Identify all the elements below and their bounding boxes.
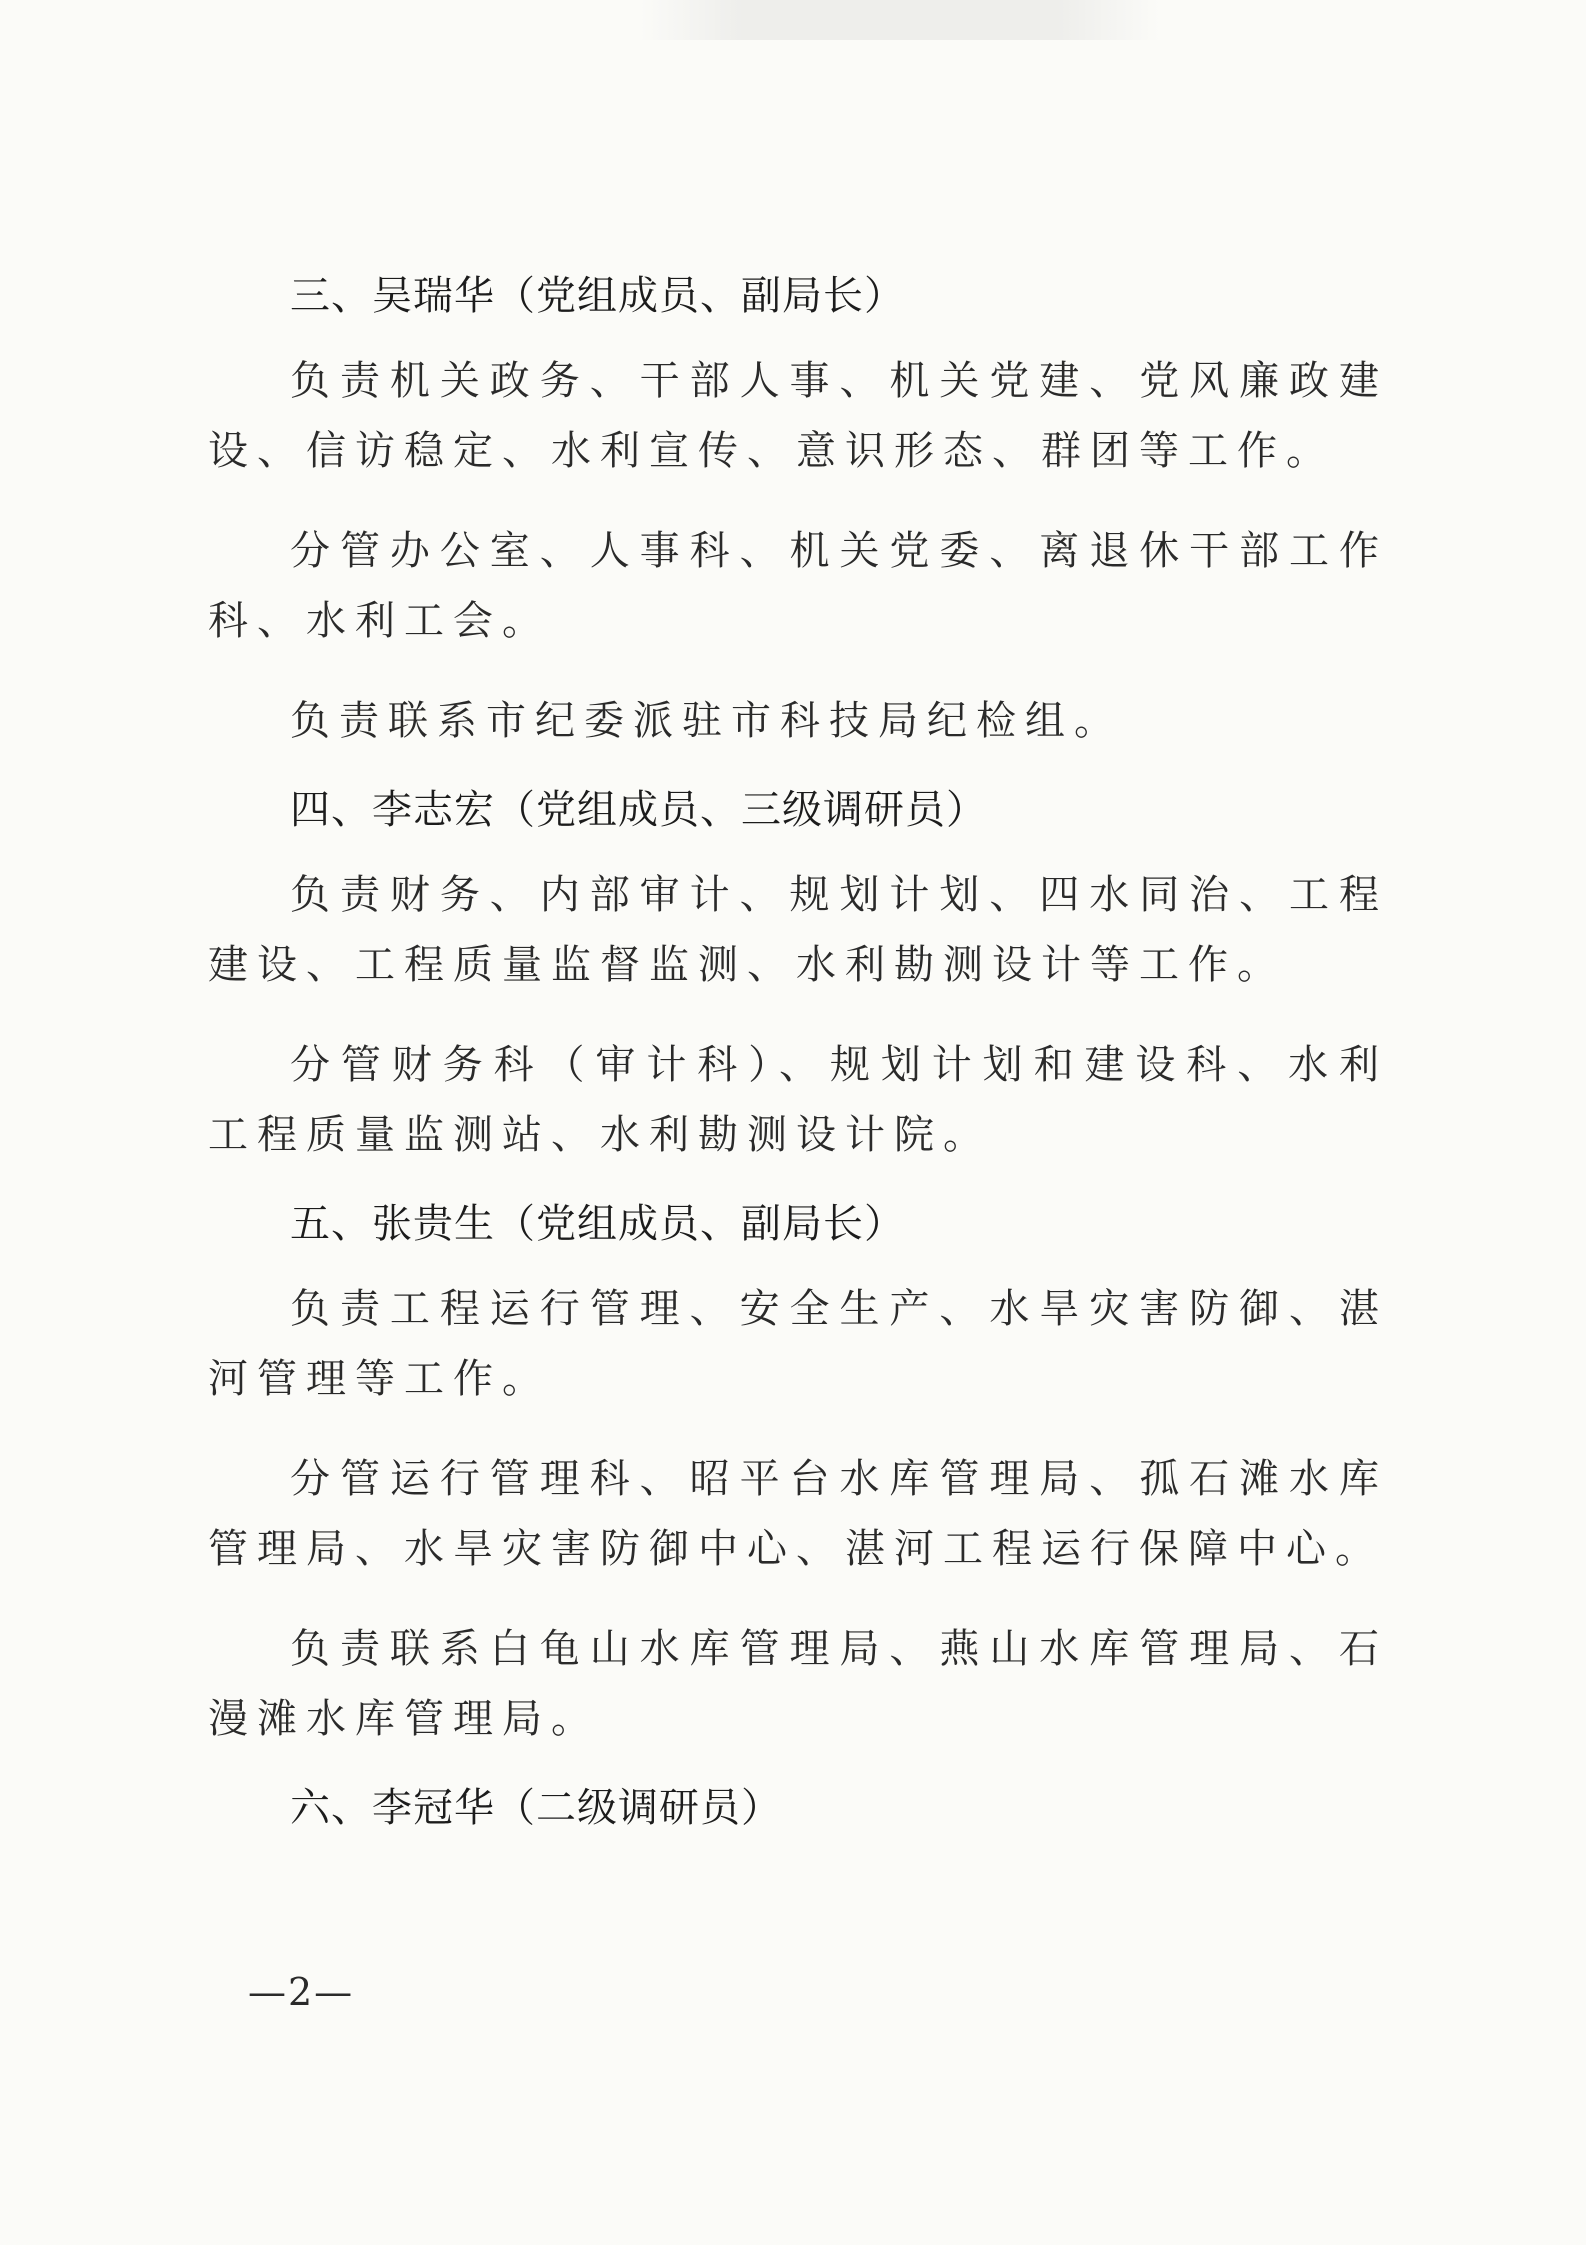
section-heading: 四、李志宏（党组成员、三级调研员）: [290, 787, 987, 833]
section-paragraph: 分管运行管理科、昭平台水库管理局、孤石滩水库管理局、水旱灾害防御中心、湛河工程运行保障中心。: [208, 1456, 1388, 1572]
section-paragraph: 负责联系白龟山水库管理局、燕山水库管理局、石漫滩水库管理局。: [208, 1626, 1388, 1742]
section-paragraph: 负责财务、内部审计、规划计划、四水同治、工程建设、工程质量监督监测、水利勘测设计等工作。: [208, 872, 1388, 988]
section-heading: 五、张贵生（党组成员、副局长）: [290, 1201, 905, 1247]
page-number: —2—: [248, 1970, 355, 2014]
section-paragraph: 负责联系市纪委派驻市科技局纪检组。: [290, 698, 1123, 744]
section-heading: 六、李冠华（二级调研员）: [290, 1785, 782, 1831]
scan-artifact: [640, 0, 1160, 40]
section-paragraph: 分管办公室、人事科、机关党委、离退休干部工作科、水利工会。: [208, 528, 1388, 644]
section-paragraph: 负责工程运行管理、安全生产、水旱灾害防御、湛河管理等工作。: [208, 1286, 1388, 1402]
section-heading: 三、吴瑞华（党组成员、副局长）: [290, 273, 905, 319]
section-paragraph: 负责机关政务、干部人事、机关党建、党风廉政建设、信访稳定、水利宣传、意识形态、群团等工作。: [208, 358, 1388, 474]
section-paragraph: 分管财务科（审计科）、规划计划和建设科、水利工程质量监测站、水利勘测设计院。: [208, 1042, 1388, 1158]
document-body: [208, 270, 1388, 1834]
